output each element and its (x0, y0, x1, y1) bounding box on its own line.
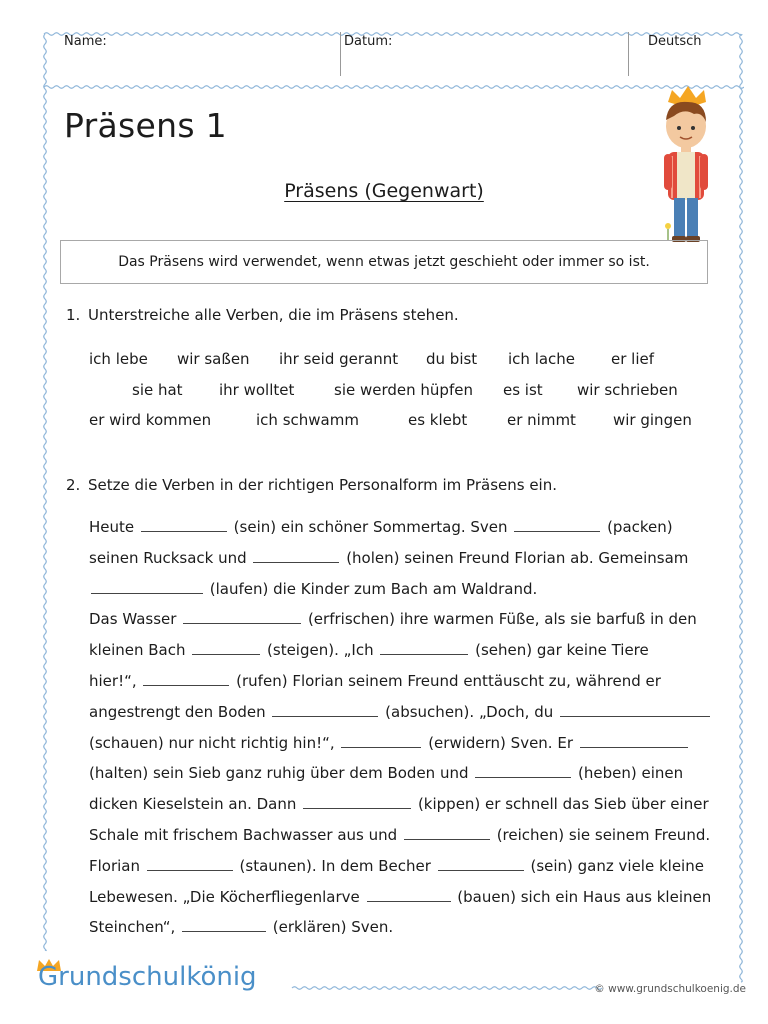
cloze-text-segment: (packen) (602, 518, 673, 536)
answer-blank[interactable] (580, 747, 688, 748)
cloze-text-segment: (erklären) Sven. (268, 918, 394, 937)
answer-blank[interactable] (560, 716, 710, 717)
answer-blank[interactable] (341, 747, 421, 748)
answer-blank[interactable] (514, 531, 600, 532)
verb-item[interactable]: wir schrieben (577, 381, 678, 399)
cloze-text-segment: (sein) ein schöner Sommertag. Sven (228, 518, 513, 536)
subtitle: Präsens (Gegenwart) (284, 180, 484, 202)
answer-blank[interactable] (475, 777, 571, 778)
cloze-line (89, 666, 701, 697)
cloze-text-segment: Schale mit frischem Bachwasser aus und (89, 825, 402, 844)
cloze-text-segment: angestrengt den Boden (89, 702, 271, 721)
cloze-text-segment: (kippen) er schnell das Sieb über einer (413, 795, 709, 814)
cloze-text-segment: Das Wasser (89, 610, 182, 629)
answer-blank[interactable] (182, 931, 266, 932)
cloze-text-segment: seinen Rucksack und (89, 548, 252, 567)
cloze-line (89, 574, 701, 605)
cloze-text-segment: hier!“, (89, 671, 142, 690)
cloze-line (89, 728, 701, 759)
cloze-text-segment: (steigen). „Ich (262, 641, 379, 660)
date-label: Datum: (344, 34, 393, 49)
answer-blank[interactable] (143, 685, 229, 686)
answer-blank[interactable] (147, 870, 233, 871)
info-text: Das Präsens wird verwendet, wenn etwas jetzt geschieht oder immer so ist. (118, 254, 650, 270)
subject-label: Deutsch (648, 34, 702, 49)
cloze-line (89, 604, 701, 635)
cloze-text-segment: (absuchen). „Doch, du (380, 702, 558, 721)
cloze-line (89, 758, 701, 789)
cloze-text-segment: Steinchen“, (89, 918, 181, 937)
cloze-line (89, 512, 701, 543)
verb-item[interactable]: du bist (426, 350, 478, 368)
page-title: Präsens 1 (64, 106, 227, 145)
cloze-line (89, 820, 711, 851)
footer-url[interactable]: © www.grundschulkoenig.de (594, 983, 746, 995)
answer-blank[interactable] (367, 901, 451, 902)
verb-item[interactable]: ich lache (508, 350, 576, 368)
cloze-text-segment: (staunen). In dem Becher (234, 856, 436, 875)
cloze-line (89, 882, 712, 913)
cloze-line (89, 697, 701, 728)
verb-item[interactable]: er lief (611, 350, 655, 368)
cloze-line (89, 851, 704, 882)
cloze-line (89, 912, 701, 943)
header-divider (340, 32, 341, 76)
cloze-text-segment: (sein) ganz viele kleine (525, 856, 704, 875)
cloze-text-segment: kleinen Bach (89, 641, 191, 660)
cloze-text-segment: dicken Kieselstein an. Dann (89, 795, 302, 814)
verb-item[interactable]: es ist (503, 381, 543, 399)
cloze-text-segment: (holen) seinen Freund Florian ab. Gemeinsam (341, 548, 689, 567)
answer-blank[interactable] (253, 562, 339, 563)
verb-item[interactable]: er nimmt (507, 411, 576, 429)
verb-item[interactable]: sie hat (132, 381, 183, 399)
cloze-text-segment: (sehen) gar keine Tiere (470, 641, 649, 660)
cloze-text-segment: (rufen) Florian seinem Freund enttäuscht zu, während er (231, 671, 661, 690)
verb-item[interactable]: ihr wolltet (219, 381, 295, 399)
cloze-text-segment: Florian (89, 856, 145, 875)
answer-blank[interactable] (141, 531, 227, 532)
boy-with-crown-icon (644, 84, 724, 244)
verb-item[interactable]: wir saßen (177, 350, 250, 368)
name-label: Name: (64, 34, 107, 49)
task-number: 1. (66, 306, 81, 324)
answer-blank[interactable] (438, 870, 524, 871)
verb-item[interactable]: ihr seid gerannt (279, 350, 399, 368)
verb-item[interactable]: es klebt (408, 411, 468, 429)
cloze-text-segment: Lebewesen. „Die Köcherfliegenlarve (89, 887, 365, 906)
task-2-instruction (66, 476, 557, 494)
answer-blank[interactable] (272, 716, 378, 717)
answer-blank[interactable] (192, 654, 260, 655)
info-box (60, 240, 708, 284)
verb-item[interactable]: er wird kommen (89, 411, 212, 429)
brand-logo: Grundschulkönig (38, 962, 257, 992)
answer-blank[interactable] (303, 808, 411, 809)
verb-item[interactable]: ich lebe (89, 350, 148, 368)
task-number: 2. (66, 476, 81, 494)
task-text: Unterstreiche alle Verben, die im Präsens stehen. (88, 306, 459, 324)
cloze-text-segment: (erwidern) Sven. Er (423, 733, 578, 752)
cloze-text-segment: (laufen) die Kinder zum Bach am Waldrand. (205, 579, 538, 598)
header-row (44, 32, 744, 76)
answer-blank[interactable] (183, 623, 301, 624)
cloze-text (89, 512, 712, 943)
header-divider (628, 32, 629, 76)
cloze-text-segment: (halten) sein Sieb ganz ruhig über dem Boden und (89, 764, 474, 783)
cloze-text-segment: Heute (89, 518, 139, 536)
answer-blank[interactable] (380, 654, 468, 655)
cloze-text-segment: (heben) einen (573, 764, 684, 783)
verb-item[interactable]: ich schwamm (256, 411, 359, 429)
cloze-line (89, 635, 701, 666)
verb-item[interactable]: wir gingen (613, 411, 692, 429)
cloze-text-segment: (erfrischen) ihre warmen Füße, als sie barfuß in den (303, 610, 697, 629)
cloze-text-segment: (bauen) sich ein Haus aus kleinen (452, 887, 712, 906)
verb-item[interactable]: sie werden hüpfen (334, 381, 473, 399)
answer-blank[interactable] (91, 593, 203, 594)
cloze-text-segment: (reichen) sie seinem Freund. (491, 825, 711, 844)
answer-blank[interactable] (404, 839, 490, 840)
task-1-instruction (66, 306, 459, 324)
task-text: Setze die Verben in der richtigen Personalform im Präsens ein. (88, 476, 557, 494)
cloze-line (89, 789, 709, 820)
cloze-line (89, 543, 701, 574)
cloze-text-segment: (schauen) nur nicht richtig hin!“, (89, 733, 340, 752)
